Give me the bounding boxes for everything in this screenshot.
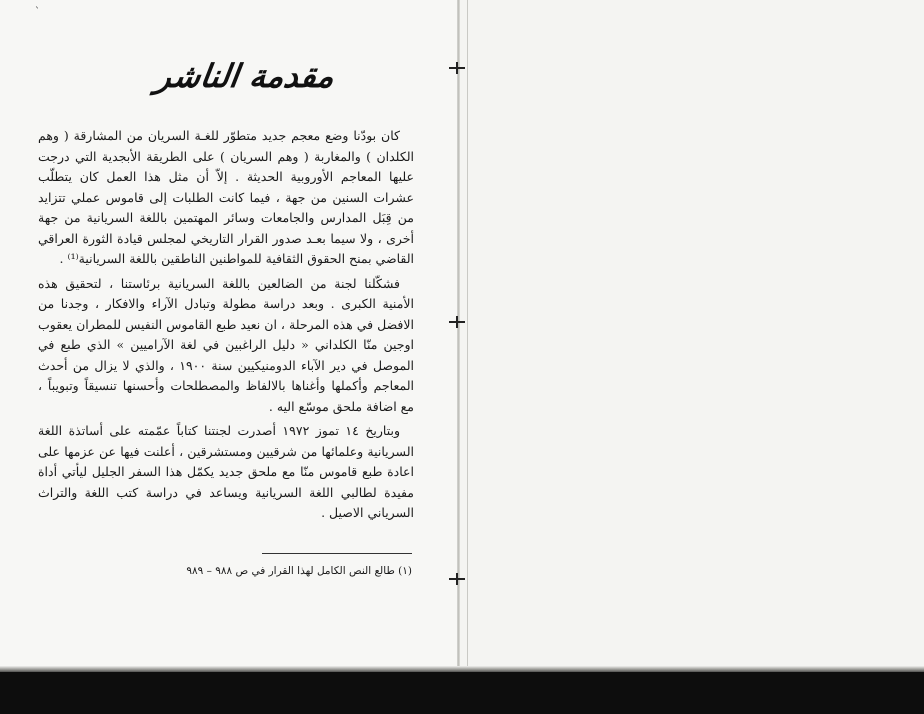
right-page-blank (459, 0, 924, 672)
paragraph-2: فشكّلنا لجنة من الضالعين باللغة السريانية برئاستنا ، لتحقيق هذه الأمنية الكبرى . وبعد دراسة مطولة وتبادل الآراء والافكار ، وجدنا من الافضل في هذه المرحلة ، ان نعيد طبع القاموس النفيس للمطران يعقوب اوجين منّا الكلداني « دليل الراغبين في لغة الآراميين » الذي طبع في الموصل في دير الآباء الدومنيكيين سنة ١٩٠٠ ، والذي لا يزال من أحدث المعاجم وأكملها وأغناها بالالفاظ والمصطلحات وأحسنها تنسيقاً وتبويباً ، مع اضافة ملحق موسّع اليه . (38, 275, 414, 414)
page-title: مقدمة الناشر (153, 57, 337, 95)
footnote-separator (262, 553, 412, 554)
paragraph-3: وبتاريخ ١٤ تموز ١٩٧٢ أصدرت لجنتنا كتاباً عمّمته على أساتذة اللغة السريانية وعلمائها من شرقيين ومستشرقين ، أعلنت فيها عن عزمها على اعادة طبع قاموس منّا مع ملحق جديد يكمّل هذا السفر الجليل ليأتي أداة مفيدة لطالبي اللغة السريانية ويساعد في دراسة كتب اللغة والتراث السرياني الاصيل . (38, 423, 414, 520)
registration-mark-top-icon (449, 62, 465, 74)
book-gutter (457, 0, 460, 672)
registration-mark-middle-icon (449, 316, 465, 328)
footnote: (١) طالع النص الكامل لهذا القرار في ص ٩٨٨ – ٩٨٩ (186, 565, 412, 577)
paragraph-1: كان بودّنا وضع معجم جديد متطوّر للغـة السريان من المشارقة ( وهم الكلدان ) والمغاربة ( وهم السريان ) على الطريقة الأبجدية التي درجت عليها المعاجم الأوروبية الحديثة . إلاّ أن مثل هذا العمل كان يتطلّب عشرات السنين من جهة ، فيما كانت الطلبات إلى قاموس عملي تتزايد من قِبَل المدارس والجامعات وسائر المهتمين باللغة السريانية من جهة أخرى ، ولا سيما بعـد صدور القرار التاريخي لمجلس قيادة الثورة العراقي القاضي بمنح الحقوق الثقافية للمواطنين الناطقين باللغة السريانية⁽¹⁾ . (38, 128, 414, 266)
registration-mark-bottom-icon (449, 573, 465, 585)
corner-tick-mark: ` (35, 7, 40, 18)
spine-shadow-line (467, 0, 468, 672)
body-text (38, 126, 414, 528)
scan-bottom-border (0, 672, 924, 714)
